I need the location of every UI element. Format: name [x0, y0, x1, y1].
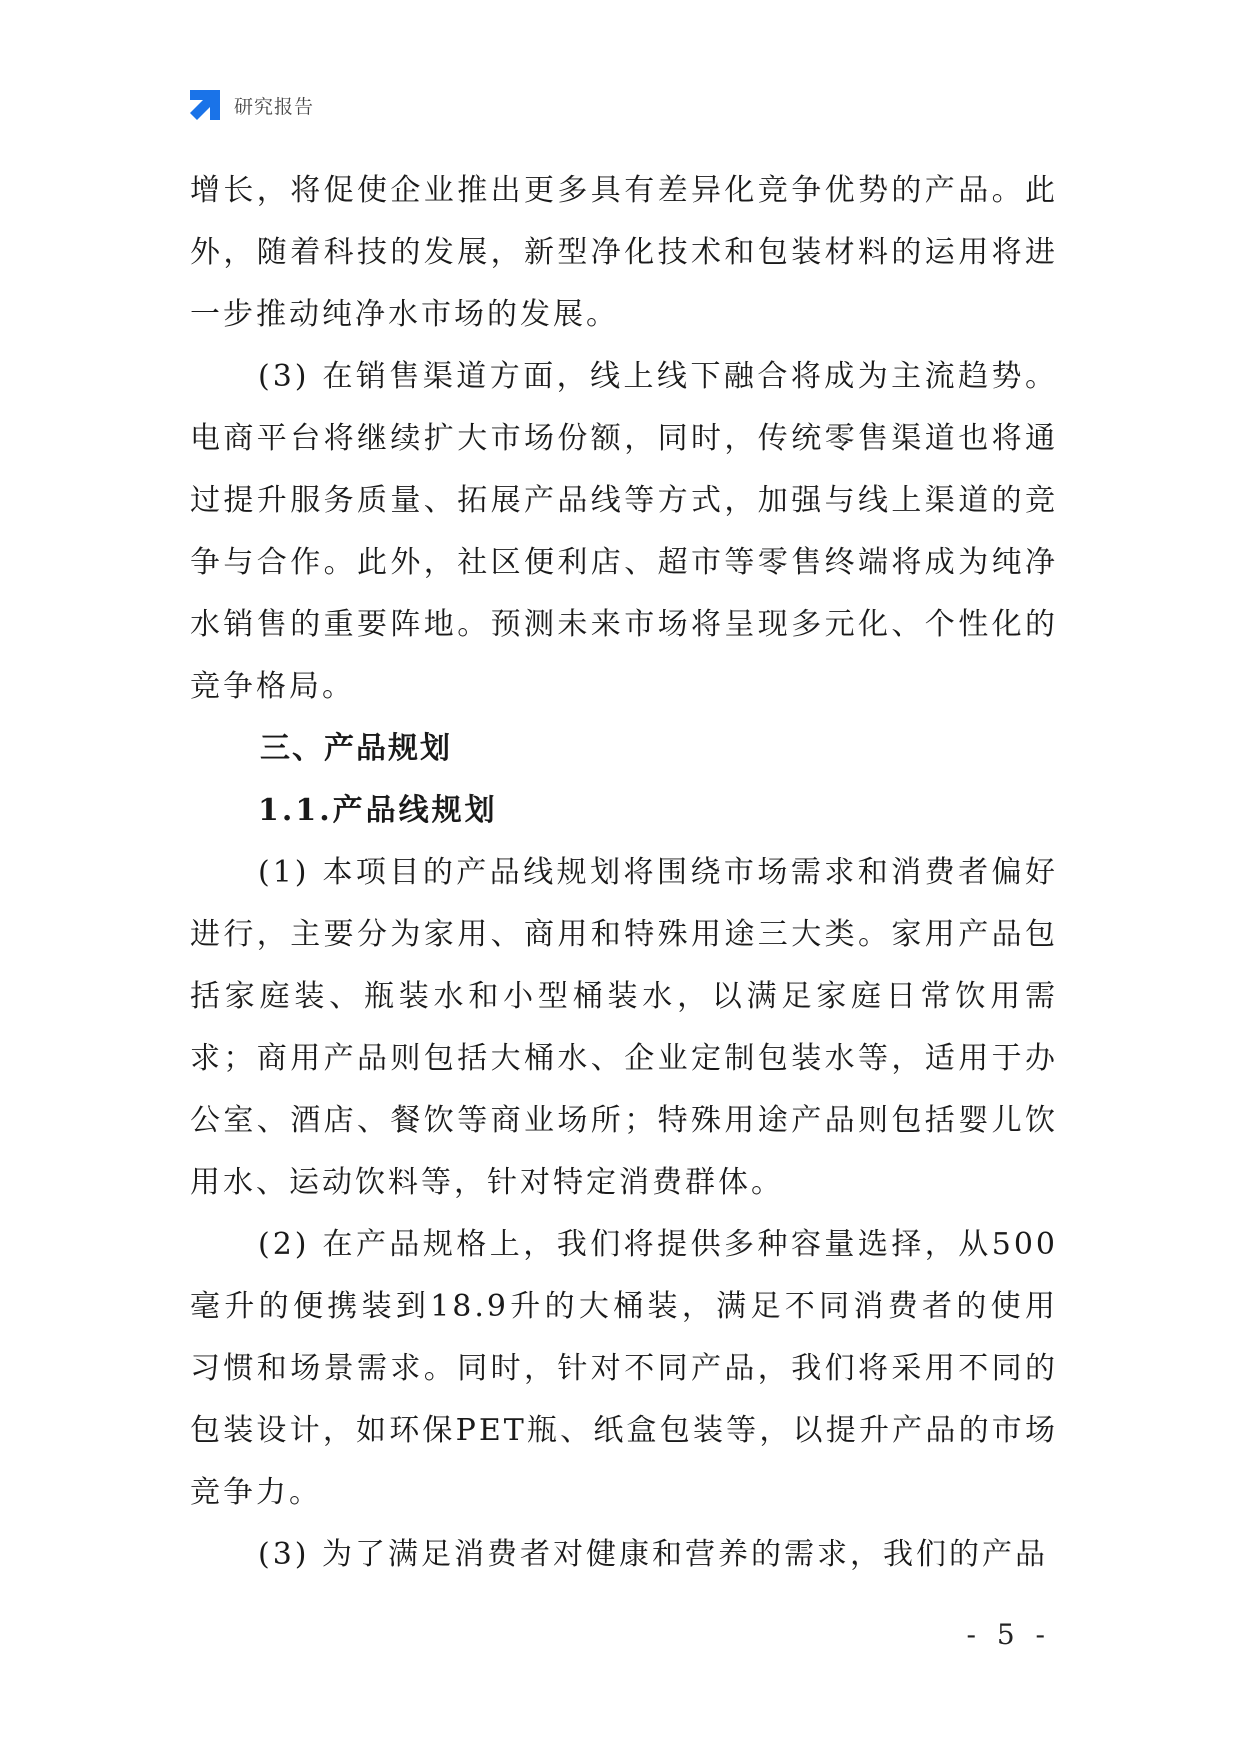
section-heading: 三、产品规划 [260, 731, 452, 766]
page-number: - 5 - [966, 1618, 1051, 1651]
paragraph-sales-channels: (3) 在销售渠道方面，线上线下融合将成为主流趋势。电商平台将继续扩大市场份额，同时，传统零售渠道也将通过提升服务质量、拓展产品线等方式，加强与线上渠道的竞争与合作。此外，社区便利店、超市等零售终端将成为纯净水销售的重要阵地。预测未来市场将呈现多元化、个性化的竞争格局。 [190, 359, 1058, 704]
header-title: 研究报告 [234, 95, 315, 118]
paragraph-product-line: (1) 本项目的产品线规划将围绕市场需求和消费者偏好进行，主要分为家用、商用和特殊用途三大类。家用产品包括家庭装、瓶装水和小型桶装水，以满足家庭日常饮用需求；商用产品则包括大桶水、企业定制包装水等，适用于办公室、酒店、餐饮等商业场所；特殊用途产品则包括婴儿饮用水、运动饮料等，针对特定消费群体。 [190, 855, 1058, 1200]
paragraph-market-growth: 增长，将促使企业推出更多具有差异化竞争优势的产品。此外，随着科技的发展，新型净化技术和包装材料的运用将进一步推动纯净水市场的发展。 [190, 173, 1058, 332]
paragraph-health-needs: (3) 为了满足消费者对健康和营养的需求，我们的产品 [258, 1537, 1049, 1572]
paragraph-product-specs: (2) 在产品规格上，我们将提供多种容量选择，从500毫升的便携装到18.9升的大桶装，满足不同消费者的使用习惯和场景需求。同时，针对不同产品，我们将采用不同的包装设计，如环保PET瓶、纸盒包装等，以提升产品的市场竞争力。 [190, 1227, 1058, 1510]
subsection-heading: 1.1.产品线规划 [258, 793, 498, 828]
page-header [188, 88, 314, 122]
document-body [190, 160, 1058, 1586]
logo-arrow-icon [188, 88, 222, 122]
